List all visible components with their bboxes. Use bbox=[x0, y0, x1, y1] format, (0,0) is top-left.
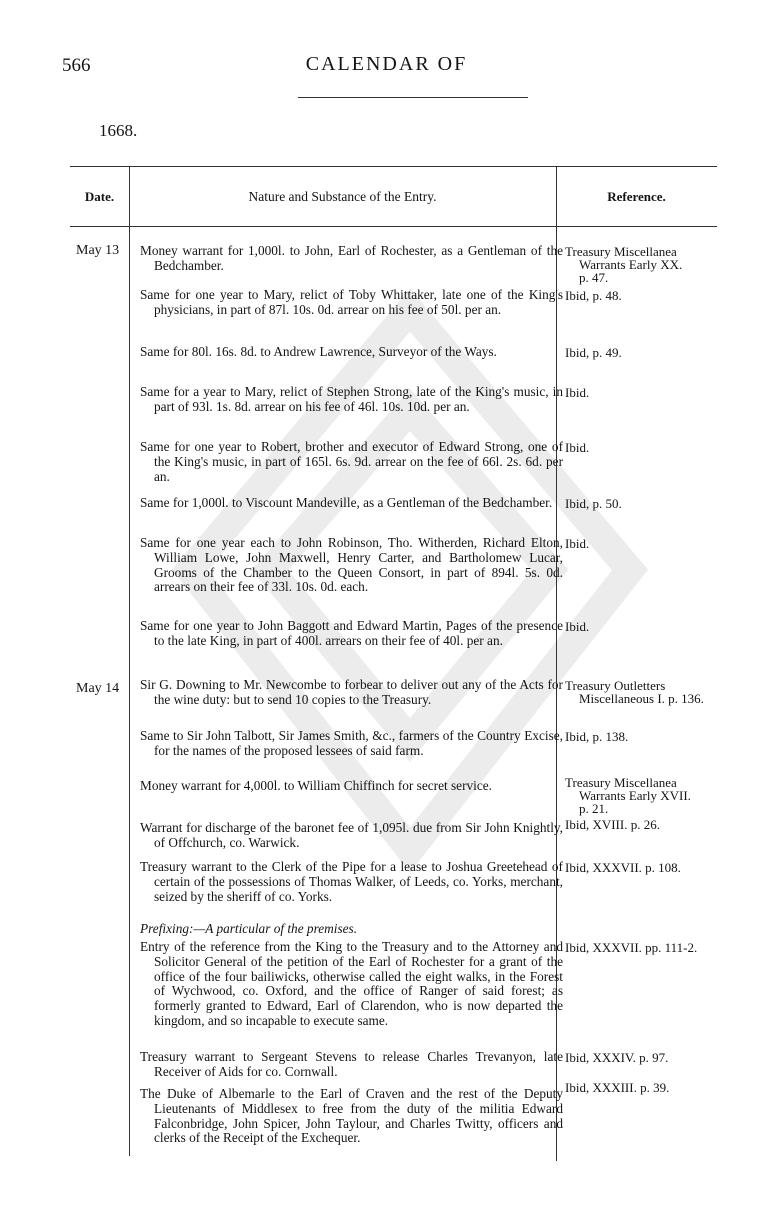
entry-text: Same for one year to John Baggott and Edward Martin, Pages of the presence to the late King, in part of 400l. arrears on their fee of 40l. per an. bbox=[140, 618, 563, 648]
reference-line: Miscellaneous I. p. 136. bbox=[579, 691, 704, 706]
entry-reference bbox=[565, 776, 720, 815]
reference-line: Ibid. bbox=[565, 385, 590, 400]
reference-line: Ibid. bbox=[565, 536, 590, 551]
reference-line: Treasury Miscellanea bbox=[565, 775, 677, 790]
entry-reference bbox=[565, 441, 720, 454]
year-heading: 1668. bbox=[99, 121, 138, 140]
entry-reference bbox=[565, 941, 720, 954]
entry-text: Same for one year to Mary, relict of Toby Whittaker, late one of the King's physicians, in part of 87l. 10s. 0d. arrear on his fee of 50l. per an. bbox=[140, 287, 563, 317]
reference-line: Treasury Outletters bbox=[565, 678, 666, 693]
entry-reference bbox=[565, 1081, 720, 1094]
entry-text: Entry of the reference from the King to the Treasury and to the Attorney and Solicitor General of the petition of the Earl of Rochester for a grant of the office of the four bailiwicks, otherwise called the eight walks, in the Forest of Wychwood, co. Oxford, and the office of Ranger of said forest; as formerly granted to Edward, Earl of Clarendon, who is now departed the kingdom, and so incapable to execute same. bbox=[140, 939, 563, 1028]
date-may-14: May 14 bbox=[76, 681, 120, 696]
entry-reference bbox=[565, 245, 720, 284]
entry-reference bbox=[565, 679, 720, 705]
reference-line: Ibid, XXXIV. p. 97. bbox=[565, 1050, 669, 1065]
entry-reference bbox=[565, 346, 720, 359]
column-rule-date bbox=[129, 166, 130, 1156]
date-may-13: May 13 bbox=[76, 243, 120, 258]
entry-text: Same for one year each to John Robinson, Tho. Witherden, Richard Elton, William Lowe, John Maxwell, Henry Carter, and Bartholomew Lucar, Grooms of the Chamber to the Queen Consort, in part of 894l. 5s. 0d. arrears on their fee of 33l. 10s. 0d. each. bbox=[140, 535, 563, 595]
reference-line: p. 47. bbox=[579, 270, 609, 285]
head-rule bbox=[298, 97, 528, 98]
entry-reference bbox=[565, 818, 720, 831]
entry-reference bbox=[565, 620, 720, 633]
reference-line: Ibid, p. 48. bbox=[565, 288, 622, 303]
reference-line: Ibid. bbox=[565, 440, 590, 455]
reference-line: Ibid, p. 50. bbox=[565, 496, 622, 511]
entry-reference bbox=[565, 289, 720, 302]
reference-line: Ibid, p. 49. bbox=[565, 345, 622, 360]
page-number: 566 bbox=[62, 55, 91, 76]
reference-line: Ibid. bbox=[565, 619, 590, 634]
entry-reference bbox=[565, 386, 720, 399]
reference-line: Treasury Miscellanea bbox=[565, 244, 677, 259]
table-header-rule bbox=[70, 226, 717, 227]
reference-line: Ibid, XXXIII. p. 39. bbox=[565, 1080, 670, 1095]
entry-reference bbox=[565, 730, 720, 743]
reference-line: Ibid, XXXVII. p. 108. bbox=[565, 860, 681, 875]
entry-text: Same for 1,000l. to Viscount Mandeville, as a Gentleman of the Bedchamber. bbox=[140, 495, 553, 510]
entry-reference bbox=[565, 497, 720, 510]
entry-text: Money warrant for 4,000l. to William Chiffinch for secret service. bbox=[140, 778, 492, 793]
header-reference: Reference. bbox=[607, 189, 666, 204]
entry-text: Same for one year to Robert, brother and executor of Edward Strong, one of the King's music, in part of 165l. 6s. 9d. arrear on the fee of 66l. 2s. 6d. per an. bbox=[140, 439, 563, 484]
running-head: CALENDAR OF bbox=[305, 53, 468, 75]
entry-text: Same to Sir John Talbott, Sir James Smith, &c., farmers of the Country Excise, for the names of the proposed lessees of said farm. bbox=[140, 728, 563, 758]
header-nature: Nature and Substance of the Entry. bbox=[248, 189, 437, 204]
entry-text: Money warrant for 1,000l. to John, Earl of Rochester, as a Gentleman of the Bedchamber. bbox=[140, 243, 563, 273]
entry-text: Same for 80l. 16s. 8d. to Andrew Lawrence, Surveyor of the Ways. bbox=[140, 344, 497, 359]
entry-reference bbox=[565, 861, 720, 874]
table-top-rule bbox=[70, 166, 717, 167]
entry-text: Same for a year to Mary, relict of Stephen Strong, late of the King's music, in part of 93l. 1s. 8d. arrear on his fee of 46l. 10s. 10d. per an. bbox=[140, 384, 563, 414]
entry-text: The Duke of Albemarle to the Earl of Craven and the rest of the Deputy Lieutenants of Middlesex to free from the duty of the militia Edward Falconbridge, John Spicer, John Taylour, and Charles Twitty, officers and clerks of the Receipt of the Exchequer. bbox=[140, 1086, 563, 1146]
reference-line: Warrants Early XX. bbox=[579, 257, 683, 272]
reference-line: Ibid, p. 138. bbox=[565, 729, 629, 744]
entry-reference bbox=[565, 537, 720, 550]
entry-reference bbox=[565, 1051, 720, 1064]
reference-line: p. 21. bbox=[579, 801, 609, 816]
entry-text: Prefixing:—A particular of the premises. bbox=[140, 921, 358, 936]
reference-line: Ibid, XXXVII. pp. 111-2. bbox=[565, 940, 698, 955]
header-date: Date. bbox=[84, 189, 115, 204]
reference-line: Warrants Early XVII. bbox=[579, 788, 691, 803]
entry-text: Treasury warrant to the Clerk of the Pipe for a lease to Joshua Greetehead of certain of the possessions of Thomas Walker, of Leeds, co. Yorks, merchant, seized by the sheriff of co. Yorks. bbox=[140, 859, 563, 904]
entry-text: Treasury warrant to Sergeant Stevens to release Charles Trevanyon, late Receiver of Aids for co. Cornwall. bbox=[140, 1049, 563, 1079]
entry-text: Warrant for discharge of the baronet fee of 1,095l. due from Sir John Knightly, of Offchurch, co. Warwick. bbox=[140, 820, 563, 850]
entry-text: Sir G. Downing to Mr. Newcombe to forbear to deliver out any of the Acts for the wine duty: but to send 10 copies to the Treasury. bbox=[140, 677, 563, 707]
reference-line: Ibid, XVIII. p. 26. bbox=[565, 817, 660, 832]
